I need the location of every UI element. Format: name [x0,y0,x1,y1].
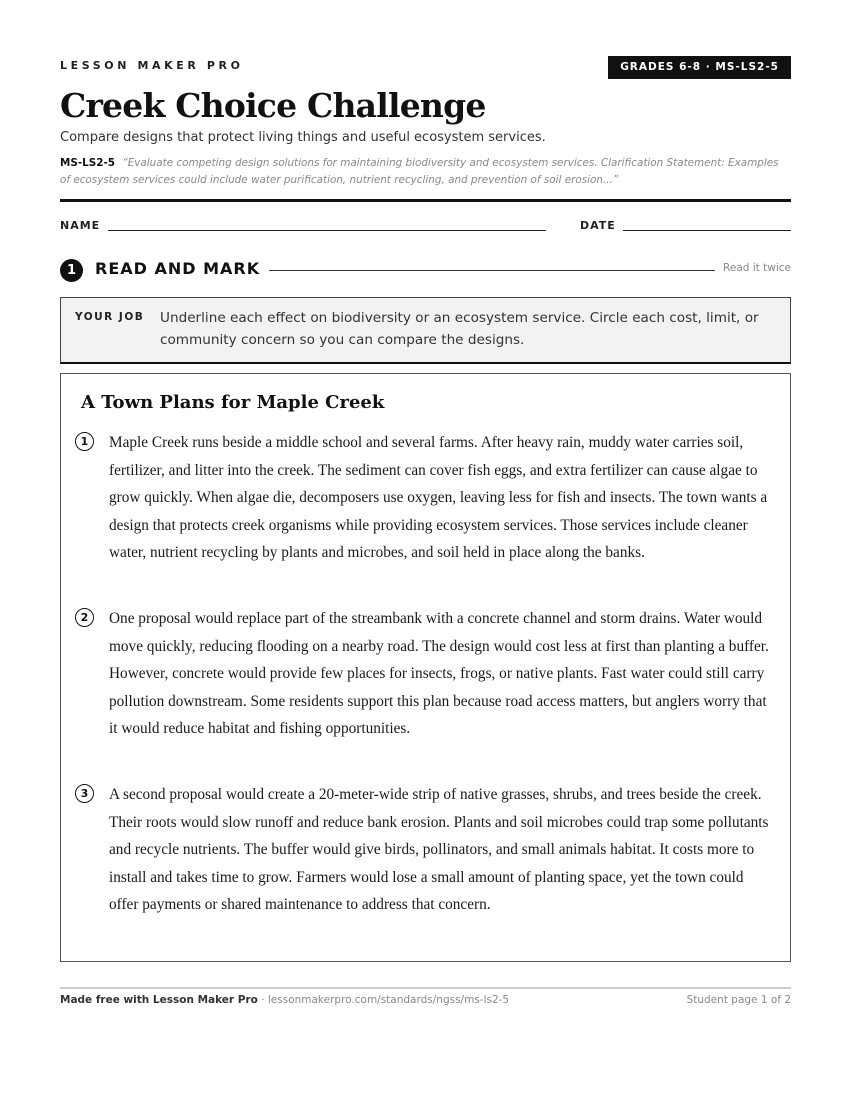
section-hint: Read it twice [723,262,791,274]
footer-url[interactable]: · lessonmakerpro.com/standards/ngss/ms-ls2-5 [257,994,510,1006]
section-header [60,257,791,281]
standard-code: MS-LS2-5 [60,157,116,169]
instruction-text: Underline each effect on biodiversity or an ecosystem service. Circle each cost, limit, or community concern so you can compare the designs. [160,310,759,348]
footer-credit [60,994,509,1006]
paragraph-number: 3 [75,784,94,803]
page-title: Creek Choice Challenge [60,86,486,125]
paragraph-text: Maple Creek runs beside a middle school and several farms. After heavy rain, muddy water carries soil, fertilizer, and litter into the creek. The sediment can cover fish eggs, and extra fertilizer can cause algae to grow quickly. When algae die, decomposers use oxygen, leaving less for fish and insects. The town wants a design that protects creek organisms while providing ecosystem services. Those services include cleaner water, nutrient recycling by plants and microbes, and soil held in place along the banks. [109,434,768,562]
name-field[interactable] [108,230,546,231]
instruction-label: YOUR JOB [75,311,145,323]
footer-divider [60,987,791,989]
standard-statement [60,155,791,189]
standard-quote: “Evaluate competing design solutions for maintaining biodiversity and ecosystem services. Clarification Statement: Examples of ecosystem services could include water purification, nutrient recycling, and prevention of soil erosion...” [60,157,779,186]
date-field[interactable] [623,230,791,231]
section-title: READ AND MARK [95,259,261,278]
footer-made-by: Made free with Lesson Maker Pro [60,994,258,1006]
paragraph-number: 2 [75,608,94,627]
header-bar [60,56,791,80]
paragraph-number: 1 [75,432,94,451]
header-divider [60,199,791,202]
page-subtitle: Compare designs that protect living things and useful ecosystem services. [60,130,546,145]
brand-name: LESSON MAKER PRO [60,59,244,72]
paragraph-text: One proposal would replace part of the streambank with a concrete channel and storm drains. Water would move quickly, reducing flooding on a nearby road. The design would cost less at first than planting a buffer. However, concrete would provide few places for insects, frogs, or native plants. Fast water could still carry pollution downstream. Some residents support this plan because road access matters, but anglers worry that it would reduce habitat and fishing opportunities. [109,610,769,738]
instruction-box [60,297,791,364]
section-divider [269,270,715,271]
paragraph-text: A second proposal would create a 20-meter-wide strip of native grasses, shrubs, and trees beside the creek. Their roots would slow runoff and reduce bank erosion. Plants and soil microbes could trap some pollutants and recycle nutrients. The buffer would give birds, pollinators, and small animals habitat. It costs more to install and takes time to grow. Farmers would lose a small amount of planting space, yet the town could offer payments or shared maintenance to address that concern. [109,786,769,914]
reading-passage [60,373,791,962]
passage-title: A Town Plans for Maple Creek [81,392,385,413]
name-label: NAME [60,219,101,232]
date-label: DATE [580,219,616,232]
grade-badge: GRADES 6-8 · MS-LS2-5 [608,56,791,79]
page-number: Student page 1 of 2 [686,994,791,1006]
step-number-badge: 1 [60,259,83,282]
name-date-row [60,219,791,235]
